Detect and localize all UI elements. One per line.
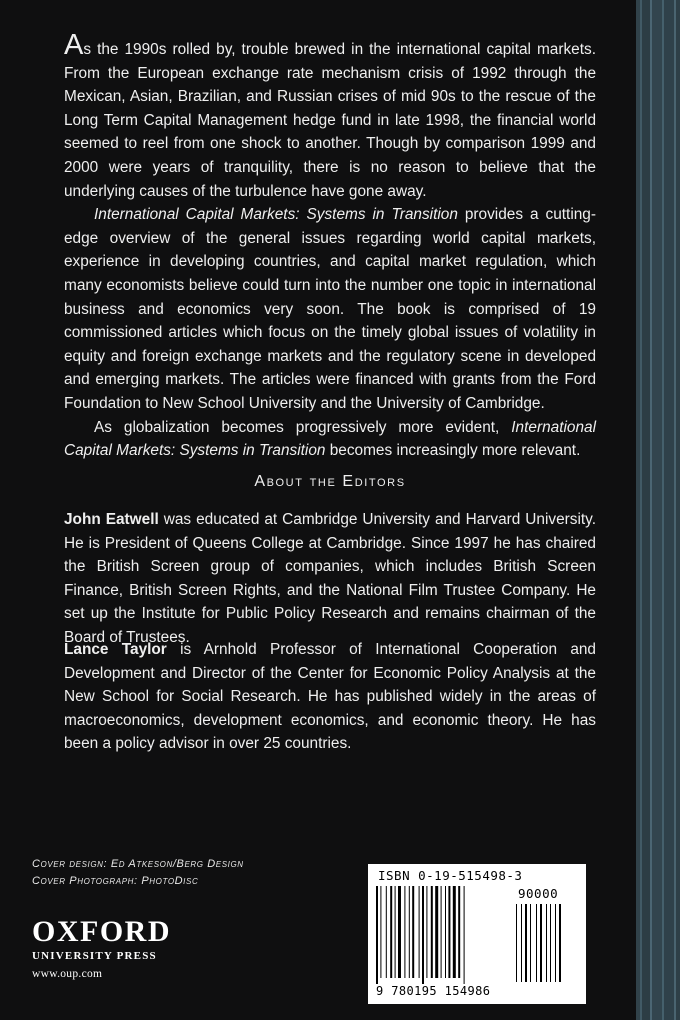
barcode-bar (448, 886, 450, 978)
drop-cap: A (64, 29, 84, 61)
blurb-p1-text: s the 1990s rolled by, trouble brewed in the international capital markets. From the European exchange rate mechanism crisis of 1992 through the Mexican, Asian, Brazilian, and Russian crises of mid 90s to the rescue of the Long Term Capital Management hedge fund in late 1998, the financial world seemed to reel from one shock to another. Though by comparison 1999 and 2000 were years of tranquility, there is no reason to believe that the underlying causes of the turbulence have gone away. (64, 41, 596, 200)
barcode-bar (453, 886, 456, 978)
barcode-bar (376, 886, 378, 984)
price-code: 90000 (518, 886, 559, 901)
price-barcode-bar (546, 904, 547, 982)
blurb-p3-end: becomes increasingly more relevant. (325, 442, 581, 460)
price-barcode-bar (530, 904, 531, 982)
barcode-bar (398, 886, 401, 978)
barcode-bar (426, 886, 427, 978)
price-barcode-bar (559, 904, 561, 982)
about-editors-heading: About the Editors (254, 473, 406, 490)
price-barcode-bar (540, 904, 542, 982)
editor-name-taylor: Lance Taylor (64, 641, 167, 658)
barcode-bar (445, 886, 446, 978)
isbn-number: ISBN 0-19-515498-3 (378, 868, 523, 883)
cover-credits (32, 856, 244, 890)
spine-stripe (636, 0, 680, 1020)
price-barcode-bar (516, 904, 517, 982)
barcode-bar (386, 886, 387, 978)
barcode-bar (380, 886, 381, 978)
editor-text-eatwell: was educated at Cambridge University and Harvard University. He is President of Queens College at Cambridge. Since 1997 he has chaired the British Screen group of companies, which includes British Screen Finance, British Screen Rights, and the National Film Trustee Company. He set up the Institute for Public Policy Research and remains chairman of the Board of Trustees. (64, 511, 596, 646)
barcode-bar (431, 886, 433, 978)
cover-design-credit: Cover design: Ed Atkeson/Berg Design (32, 858, 244, 870)
cover-blurb (64, 29, 596, 463)
editor-name-eatwell: John Eatwell (64, 511, 159, 528)
barcode-bar (435, 886, 438, 978)
book-title-italic: International Capital Markets: Systems in Transition (94, 206, 458, 224)
cover-photo-credit: Cover Photograph: PhotoDisc (32, 875, 199, 887)
ean-number: 9 780195 154986 (376, 984, 491, 998)
barcode-panel (368, 864, 586, 1004)
price-barcode-bar (525, 904, 527, 982)
price-barcode-bar (555, 904, 556, 982)
ean-barcode-bars (376, 886, 510, 984)
blurb-paragraph-2 (64, 203, 596, 415)
editor-bio-eatwell (64, 508, 596, 650)
book-title-italic-2: International Capital Markets: Systems in Transition (64, 418, 596, 460)
publisher-name: OXFORD (32, 915, 171, 948)
barcode-bar (412, 886, 414, 978)
editor-text-taylor: is Arnhold Professor of International Cooperation and Development and Director of the Center for Economic Policy Analysis at the New School for Social Research. He has published widely in the areas of macroeconomics, development economics, and economic theory. He has been a policy advisor in over 25 countries. (64, 641, 596, 753)
barcode-bar (419, 886, 420, 978)
blurb-paragraph-3 (64, 416, 596, 463)
publisher-subtitle: UNIVERSITY PRESS (32, 950, 157, 962)
barcode-bar (409, 886, 410, 978)
blurb-paragraph-1 (64, 29, 596, 203)
barcode-bar (464, 886, 465, 984)
publisher-logo (32, 916, 171, 980)
barcode-bar (441, 886, 442, 978)
barcode-bar (390, 886, 392, 978)
barcode-bar (404, 886, 405, 978)
publisher-website: www.oup.com (32, 968, 103, 980)
price-barcode-bar (550, 904, 551, 982)
barcode-bar (458, 886, 460, 978)
price-barcode-bars (516, 904, 574, 984)
barcode-bar (422, 886, 424, 984)
barcode-bar (395, 886, 396, 978)
price-barcode-bar (536, 904, 537, 982)
blurb-p2-text: provides a cutting-edge overview of the general issues regarding world capital markets, experience in developing countries, and capital market regulation, which many economists believe could turn into the number one topic in international business and economics very soon. The book is comprised of 19 commissioned articles which focus on the timely global issues of volatility in equity and foreign exchange markets and the regulatory scene in developed and emerging markets. The articles were financed with grants from the Ford Foundation to New School University and the University of Cambridge. (64, 206, 596, 412)
blurb-p3-start: As globalization becomes progressively more evident, (94, 418, 512, 436)
editor-bio-taylor (64, 638, 596, 756)
price-barcode-bar (521, 904, 522, 982)
